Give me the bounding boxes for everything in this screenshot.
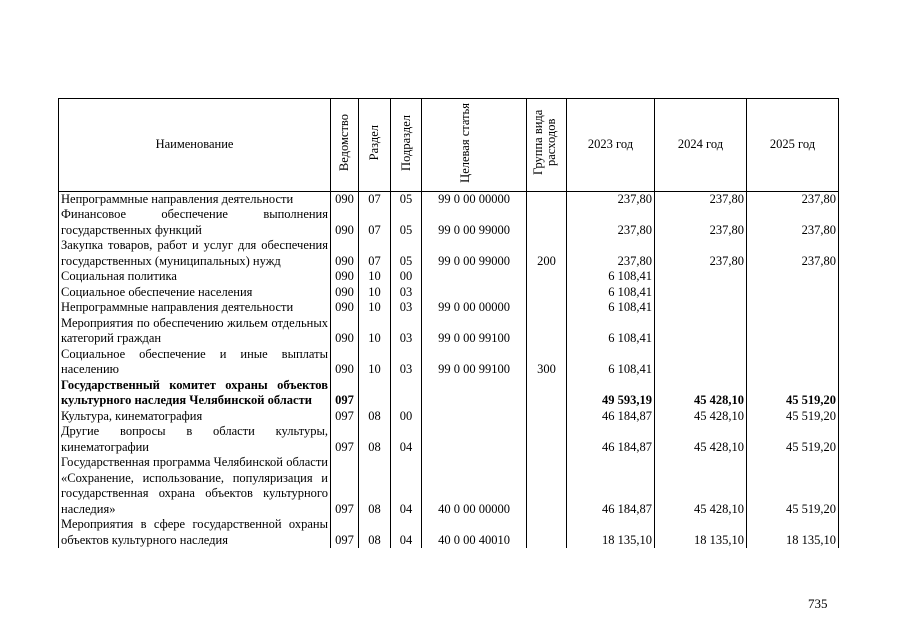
row-celevaya: 40 0 00 40010: [422, 517, 527, 548]
row-name: Мероприятия в сфере государственной охраны объектов культурного наследия: [59, 517, 331, 548]
row-2023: 46 184,87: [567, 409, 655, 425]
row-vedomstvo: 090: [331, 269, 359, 285]
table-row: [59, 316, 839, 347]
row-2025: 237,80: [747, 207, 839, 238]
row-gruppa: [527, 269, 567, 285]
row-vedomstvo: 090: [331, 207, 359, 238]
table-row: [59, 300, 839, 316]
header-razdel: Раздел: [359, 99, 391, 192]
row-2024: 237,80: [655, 238, 747, 269]
row-celevaya: 99 0 00 00000: [422, 191, 527, 207]
row-2024: [655, 347, 747, 378]
row-2024: 237,80: [655, 191, 747, 207]
row-name: Непрограммные направления деятельности: [59, 191, 331, 207]
row-name: Государственный комитет охраны объектов культурного наследия Челябинской области: [59, 378, 331, 409]
row-2023: 237,80: [567, 207, 655, 238]
row-2025: 45 519,20: [747, 378, 839, 409]
header-podrazdel: Подраздел: [391, 99, 422, 192]
row-2025: 45 519,20: [747, 409, 839, 425]
row-razdel: [359, 378, 391, 409]
row-name: Социальное обеспечение и иные выплаты населению: [59, 347, 331, 378]
row-vedomstvo: 090: [331, 316, 359, 347]
row-gruppa: [527, 424, 567, 455]
row-vedomstvo: 090: [331, 300, 359, 316]
row-2025: [747, 347, 839, 378]
row-gruppa: 300: [527, 347, 567, 378]
row-2025: 237,80: [747, 238, 839, 269]
row-celevaya: 40 0 00 00000: [422, 455, 527, 517]
row-razdel: 10: [359, 300, 391, 316]
row-celevaya: 99 0 00 99100: [422, 347, 527, 378]
row-gruppa: [527, 378, 567, 409]
table-row: [59, 347, 839, 378]
row-razdel: 08: [359, 424, 391, 455]
table-row: [59, 207, 839, 238]
row-2023: 18 135,10: [567, 517, 655, 548]
row-2023: 237,80: [567, 238, 655, 269]
table-row: [59, 409, 839, 425]
row-podrazdel: 03: [391, 347, 422, 378]
table-row: [59, 517, 839, 548]
row-celevaya: 99 0 00 99000: [422, 207, 527, 238]
row-gruppa: [527, 207, 567, 238]
row-podrazdel: 04: [391, 455, 422, 517]
row-2024: [655, 316, 747, 347]
row-name: Непрограммные направления деятельности: [59, 300, 331, 316]
table-row: [59, 455, 839, 517]
row-name: Социальное обеспечение населения: [59, 285, 331, 301]
row-2024: 45 428,10: [655, 409, 747, 425]
header-2025: 2025 год: [747, 99, 839, 192]
row-razdel: 10: [359, 316, 391, 347]
row-razdel: 08: [359, 517, 391, 548]
row-name: Государственная программа Челябинской области «Сохранение, использование, популяризация и государственная охрана объектов культурного наследия»: [59, 455, 331, 517]
row-razdel: 10: [359, 269, 391, 285]
row-vedomstvo: 090: [331, 285, 359, 301]
row-podrazdel: 03: [391, 316, 422, 347]
row-vedomstvo: 097: [331, 517, 359, 548]
row-gruppa: [527, 316, 567, 347]
row-2023: 6 108,41: [567, 269, 655, 285]
row-2025: 237,80: [747, 191, 839, 207]
header-name: Наименование: [59, 99, 331, 192]
row-vedomstvo: 090: [331, 238, 359, 269]
row-2024: 45 428,10: [655, 455, 747, 517]
row-vedomstvo: 097: [331, 424, 359, 455]
header-vedomstvo: Ведомство: [331, 99, 359, 192]
header-2024: 2024 год: [655, 99, 747, 192]
row-2024: [655, 269, 747, 285]
row-2024: [655, 300, 747, 316]
table-row: [59, 285, 839, 301]
header-2023: 2023 год: [567, 99, 655, 192]
row-gruppa: 200: [527, 238, 567, 269]
row-2024: 237,80: [655, 207, 747, 238]
table-row: [59, 269, 839, 285]
row-2023: 49 593,19: [567, 378, 655, 409]
row-name: Закупка товаров, работ и услуг для обеспечения государственных (муниципальных) нужд: [59, 238, 331, 269]
row-vedomstvo: 090: [331, 347, 359, 378]
row-name: Социальная политика: [59, 269, 331, 285]
row-celevaya: 99 0 00 00000: [422, 300, 527, 316]
table-row: [59, 424, 839, 455]
row-celevaya: 99 0 00 99000: [422, 238, 527, 269]
budget-table: [58, 98, 839, 548]
row-podrazdel: [391, 378, 422, 409]
row-podrazdel: 05: [391, 238, 422, 269]
row-2023: 6 108,41: [567, 285, 655, 301]
row-2023: 6 108,41: [567, 347, 655, 378]
header-gruppa: Группа вида расходов: [527, 99, 567, 192]
row-vedomstvo: 090: [331, 191, 359, 207]
row-gruppa: [527, 409, 567, 425]
row-razdel: 07: [359, 191, 391, 207]
row-razdel: 08: [359, 409, 391, 425]
row-podrazdel: 03: [391, 285, 422, 301]
row-gruppa: [527, 191, 567, 207]
row-vedomstvo: 097: [331, 378, 359, 409]
row-2023: 237,80: [567, 191, 655, 207]
row-2024: 45 428,10: [655, 378, 747, 409]
row-2023: 46 184,87: [567, 455, 655, 517]
row-razdel: 10: [359, 347, 391, 378]
row-gruppa: [527, 517, 567, 548]
row-celevaya: 99 0 00 99100: [422, 316, 527, 347]
row-podrazdel: 00: [391, 409, 422, 425]
row-2023: 46 184,87: [567, 424, 655, 455]
row-2024: 45 428,10: [655, 424, 747, 455]
row-celevaya: [422, 409, 527, 425]
row-vedomstvo: 097: [331, 455, 359, 517]
row-razdel: 08: [359, 455, 391, 517]
row-2023: 6 108,41: [567, 316, 655, 347]
row-razdel: 10: [359, 285, 391, 301]
row-razdel: 07: [359, 207, 391, 238]
table-row: [59, 191, 839, 207]
row-gruppa: [527, 455, 567, 517]
header-celevaya: Целевая статья: [422, 99, 527, 192]
row-celevaya: [422, 424, 527, 455]
row-2024: [655, 285, 747, 301]
row-razdel: 07: [359, 238, 391, 269]
row-2025: 45 519,20: [747, 424, 839, 455]
row-2024: 18 135,10: [655, 517, 747, 548]
row-celevaya: [422, 269, 527, 285]
row-gruppa: [527, 300, 567, 316]
row-name: Культура, кинематография: [59, 409, 331, 425]
table-row: [59, 378, 839, 409]
row-vedomstvo: 097: [331, 409, 359, 425]
row-podrazdel: 05: [391, 191, 422, 207]
row-2025: [747, 285, 839, 301]
row-name: Другие вопросы в области культуры, кинематографии: [59, 424, 331, 455]
row-gruppa: [527, 285, 567, 301]
row-name: Финансовое обеспечение выполнения государственных функций: [59, 207, 331, 238]
row-podrazdel: 04: [391, 517, 422, 548]
table-row: [59, 238, 839, 269]
row-name: Мероприятия по обеспечению жильем отдельных категорий граждан: [59, 316, 331, 347]
row-2025: [747, 269, 839, 285]
row-podrazdel: 04: [391, 424, 422, 455]
row-2025: [747, 316, 839, 347]
row-podrazdel: 00: [391, 269, 422, 285]
row-celevaya: [422, 285, 527, 301]
row-2023: 6 108,41: [567, 300, 655, 316]
header-row: [59, 99, 839, 192]
row-2025: [747, 300, 839, 316]
row-2025: 18 135,10: [747, 517, 839, 548]
row-podrazdel: 03: [391, 300, 422, 316]
row-celevaya: [422, 378, 527, 409]
row-podrazdel: 05: [391, 207, 422, 238]
page-number: 735: [808, 596, 828, 611]
row-2025: 45 519,20: [747, 455, 839, 517]
